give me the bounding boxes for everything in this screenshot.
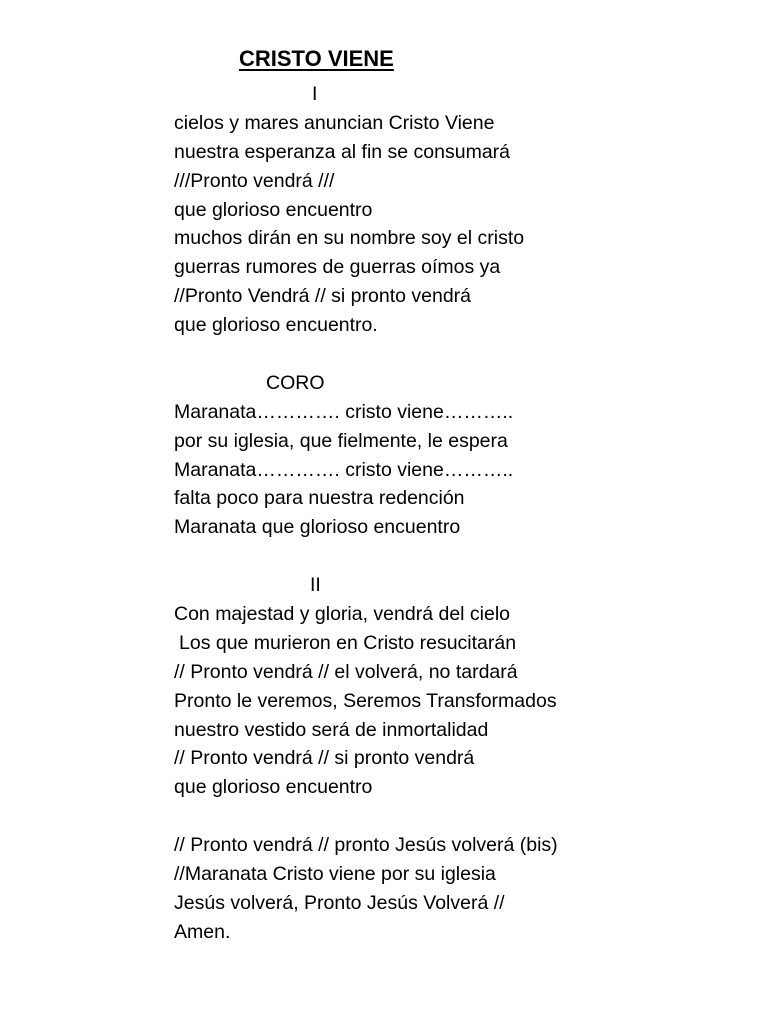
spacer <box>174 542 558 571</box>
lyric-line: que glorioso encuentro <box>174 198 373 221</box>
lyric-line: ///Pronto vendrá /// <box>174 169 335 192</box>
lyric-line: cielos y mares anuncian Cristo Viene <box>174 111 495 134</box>
lyric-line: Amen. <box>174 920 231 943</box>
lyric-line: falta poco para nuestra redención <box>174 487 465 510</box>
lyric-line: guerras rumores de guerras oímos ya <box>174 256 501 279</box>
song-title: CRISTO VIENE <box>239 46 394 71</box>
lyric-line: // Pronto vendrá // el volverá, no tardará <box>174 660 518 683</box>
lyric-line: //Maranata Cristo viene por su iglesia <box>174 863 496 886</box>
lyrics-body <box>174 80 558 947</box>
section-2-heading: II <box>310 574 321 597</box>
lyric-line: Los que murieron en Cristo resucitarán <box>179 631 517 654</box>
lyric-line: nuestro vestido será de inmortalidad <box>174 718 489 741</box>
spacer <box>174 802 558 831</box>
spacer <box>174 340 558 369</box>
section-1-heading: I <box>312 83 318 105</box>
lyric-line: Maranata que glorioso encuentro <box>174 516 461 539</box>
lyric-line: // Pronto vendrá // pronto Jesús volverá (bis) <box>174 834 558 857</box>
coro-heading: CORO <box>266 371 325 394</box>
lyric-line: que glorioso encuentro. <box>174 314 378 337</box>
lyric-line: Pronto le veremos, Seremos Transformados <box>174 689 557 712</box>
lyric-line: que glorioso encuentro <box>174 776 373 799</box>
lyric-line: nuestra esperanza al fin se consumará <box>174 140 511 163</box>
lyric-line: Con majestad y gloria, vendrá del cielo <box>174 603 511 626</box>
lyric-line: Maranata…………. cristo viene……….. <box>174 458 514 481</box>
lyric-line: Jesús volverá, Pronto Jesús Volverá // <box>174 891 505 914</box>
lyric-line: muchos dirán en su nombre soy el cristo <box>174 227 525 250</box>
lyric-line: por su iglesia, que fielmente, le espera <box>174 429 508 452</box>
lyric-line: //Pronto Vendrá // si pronto vendrá <box>174 285 472 308</box>
lyric-line: // Pronto vendrá // si pronto vendrá <box>174 747 475 770</box>
lyric-line: Maranata…………. cristo viene……….. <box>174 400 514 423</box>
